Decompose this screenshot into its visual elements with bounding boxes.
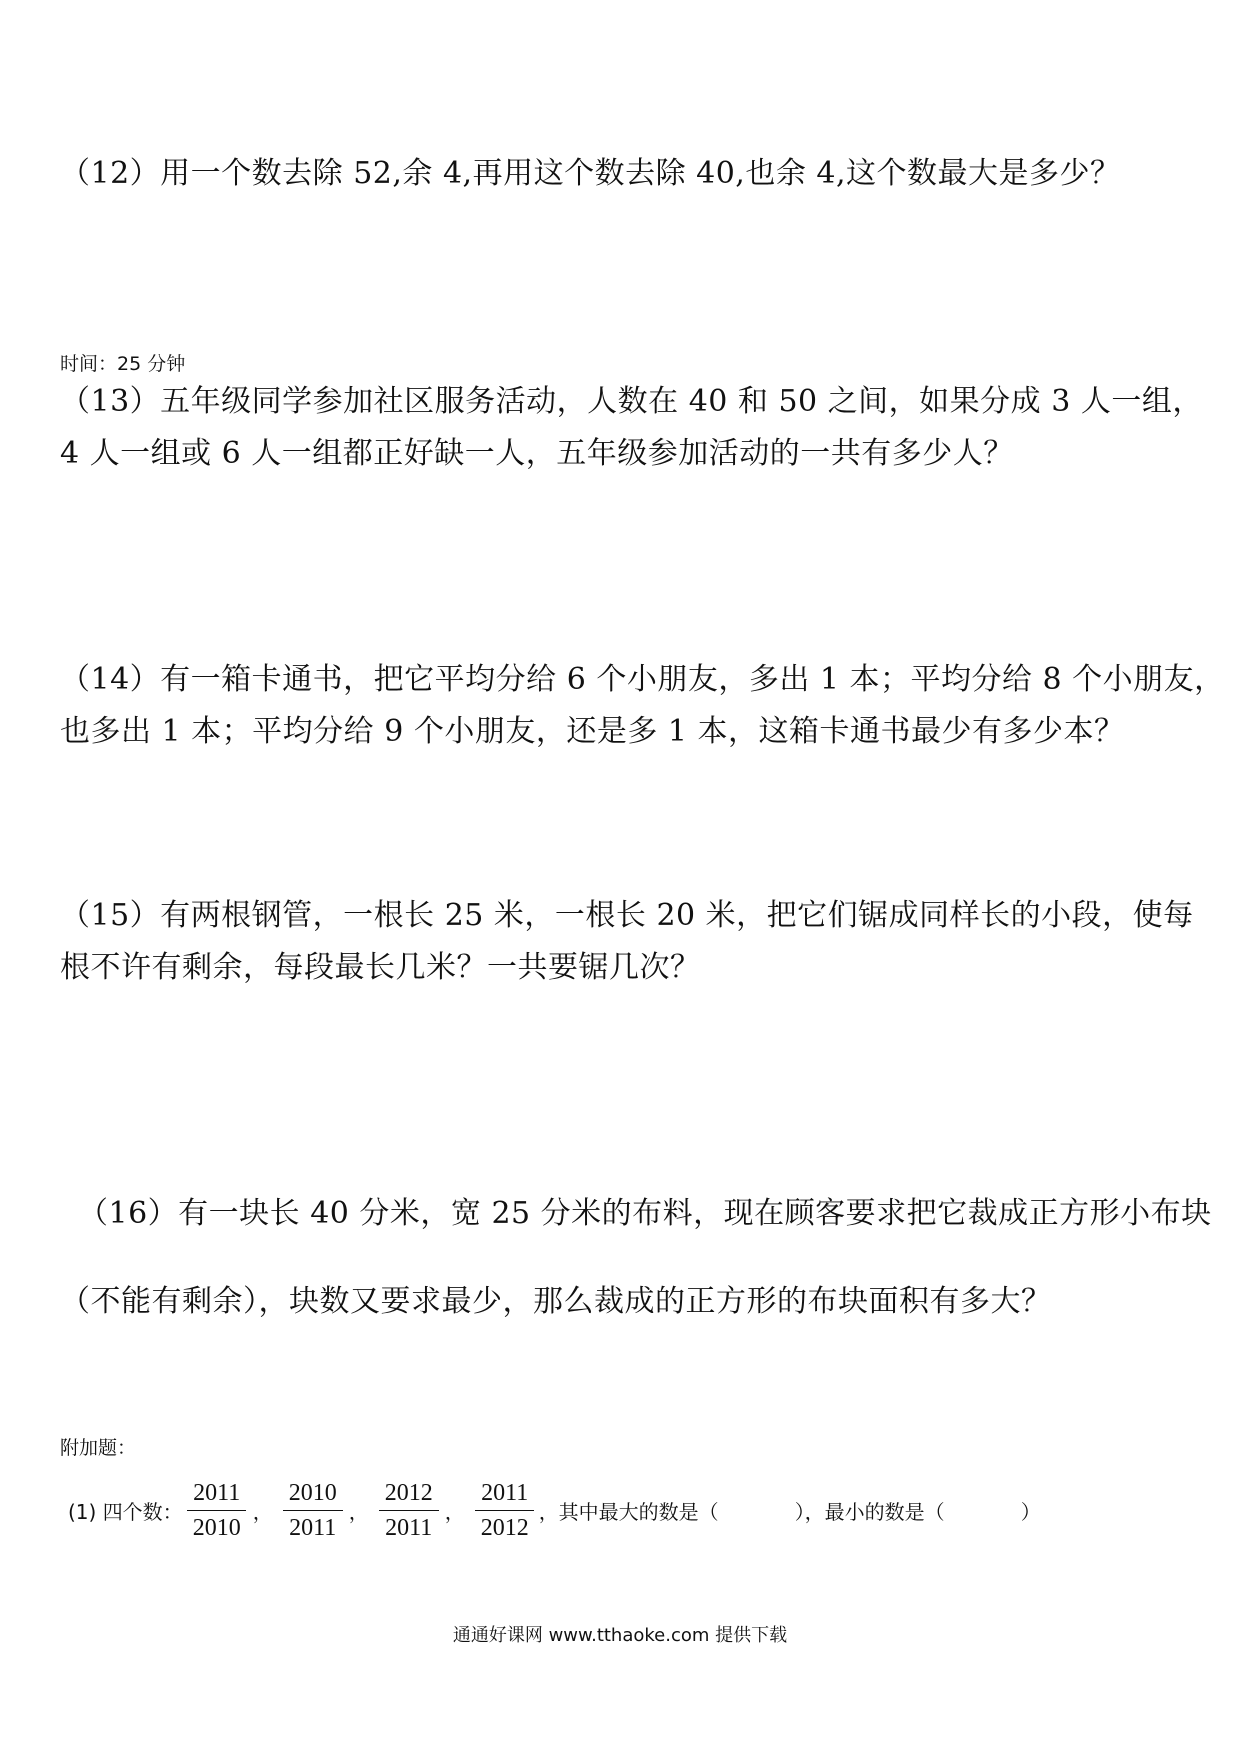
separator: ，: [252, 1500, 273, 1524]
fraction-1-denominator: 2010: [192, 1515, 241, 1541]
fraction-2: [283, 1478, 343, 1543]
question-15: [60, 890, 1194, 994]
footer-credit: 通通好课网 www.tthaoke.com 提供下载: [452, 1625, 788, 1646]
question-12-line-1: （12）用一个数去除 52,余 4,再用这个数去除 40,也余 4,这个数最大是多少？: [60, 156, 1121, 191]
bonus-heading: 附加题：: [60, 1437, 137, 1459]
closing-paren: ）: [1020, 1500, 1041, 1524]
separator: ，: [348, 1500, 369, 1524]
fraction-3-denominator: 2011: [385, 1515, 433, 1541]
fraction-3-numerator: 2012: [379, 1478, 439, 1511]
question-14-line-2: 也多出 1 本；平均分给 9 个小朋友，还是多 1 本，这箱卡通书最少有多少本？: [60, 714, 1125, 749]
question-13: [60, 376, 1203, 480]
fraction-4-denominator: 2012: [480, 1515, 529, 1541]
max-prompt: ，其中最大的数是（: [538, 1500, 719, 1524]
separator: ，: [444, 1500, 465, 1524]
fraction-2-numerator: 2010: [283, 1478, 343, 1511]
question-14-line-1: （14）有一箱卡通书，把它平均分给 6 个小朋友，多出 1 本；平均分给 8 个小朋友，: [60, 662, 1225, 697]
question-14: [60, 654, 1225, 758]
fraction-1: [187, 1478, 247, 1543]
question-16-line-1: （16）有一块长 40 分米，宽 25 分米的布料，现在顾客要求把它裁成正方形小布块: [78, 1196, 1212, 1231]
fraction-1-numerator: 2011: [187, 1478, 246, 1511]
fraction-2-denominator: 2011: [289, 1515, 337, 1541]
time-note: 时间：25 分钟: [60, 353, 186, 375]
question-13-line-2: 4 人一组或 6 人一组都正好缺一人，五年级参加活动的一共有多少人？: [60, 436, 1014, 471]
question-15-line-2: 根不许有剩余，每段最长几米？一共要锯几次？: [60, 950, 701, 985]
bonus-label: (1) 四个数：: [68, 1500, 183, 1524]
fraction-4: [475, 1478, 535, 1543]
question-16: [60, 1170, 1212, 1346]
question-13-line-1: （13）五年级同学参加社区服务活动，人数在 40 和 50 之间，如果分成 3 人一组，: [60, 384, 1203, 419]
min-prompt: ），最小的数是（: [794, 1500, 945, 1524]
fraction-4-numerator: 2011: [475, 1478, 534, 1511]
question-15-line-1: （15）有两根钢管，一根长 25 米，一根长 20 米，把它们锯成同样长的小段，使每: [60, 898, 1194, 933]
question-12: [60, 148, 1120, 200]
bonus-question-1: [68, 1478, 1041, 1543]
question-16-line-2: （不能有剩余），块数又要求最少，那么裁成的正方形的布块面积有多大？: [60, 1284, 1052, 1319]
fraction-3: [379, 1478, 439, 1543]
